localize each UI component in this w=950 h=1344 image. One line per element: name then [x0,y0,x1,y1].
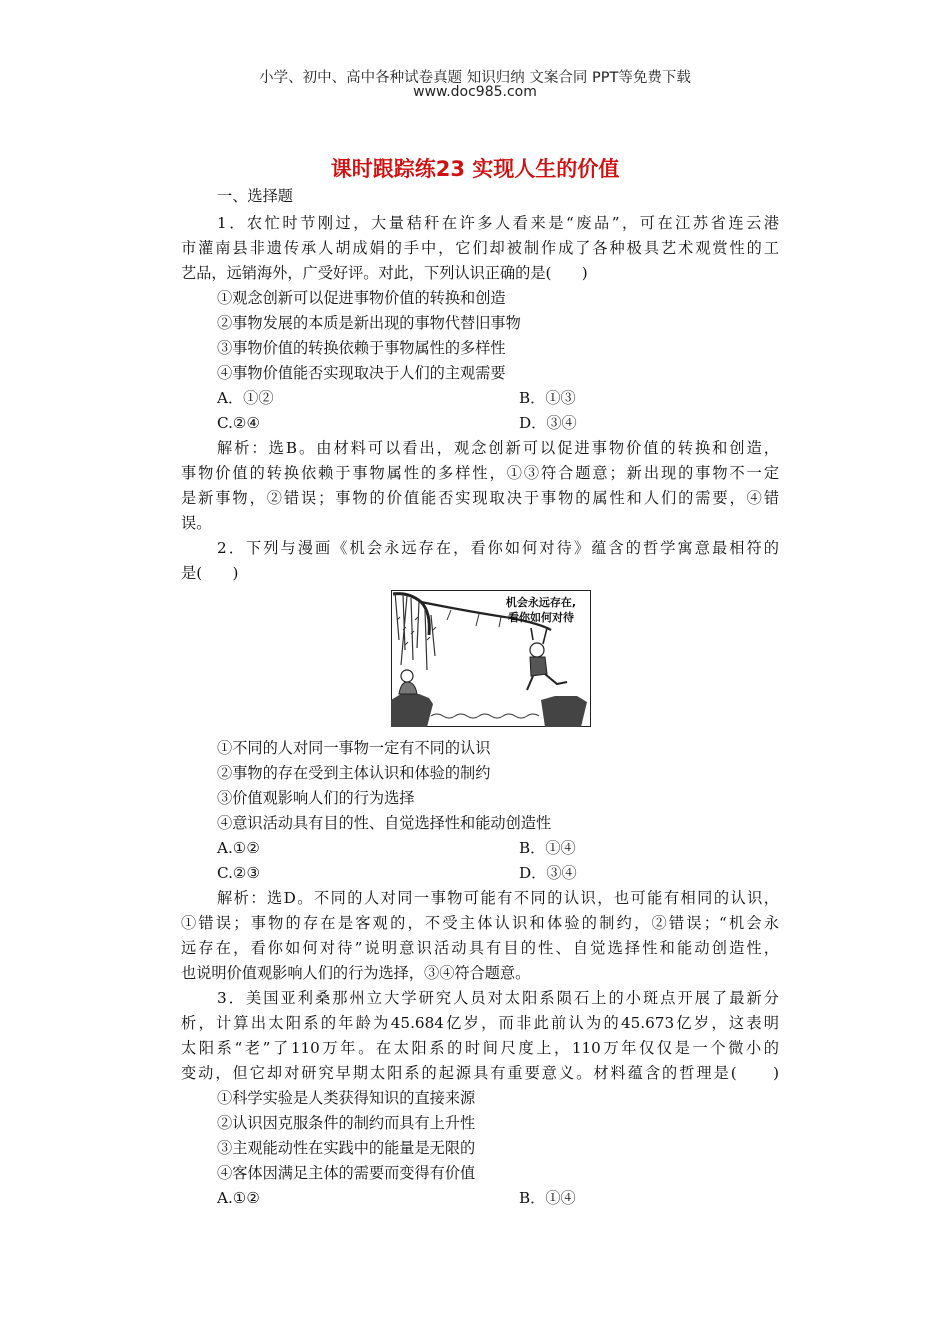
q2-option: ④意识活动具有目的性、自觉选择性和能动创造性 [217,814,552,832]
left-cliff [391,694,433,727]
site-header-url[interactable]: www.doc985.com [413,84,537,100]
q1-stem-line: 1．农忙时节刚过，大量秸秆在许多人看来是“废品”，可在江苏省连云港 [217,214,779,232]
q2-option: ③价值观影响人们的行为选择 [217,789,415,807]
q3-stem-line: 太阳系“老”了110万年。在太阳系的时间尺度上，110万年仅仅是一个微小的 [181,1039,779,1057]
q1-stem-line: 艺品，远销海外，广受好评。对此，下列认识正确的是( ) [181,264,588,282]
q2-option: ②事物的存在受到主体认识和体验的制约 [217,764,491,782]
q1-analysis-line: 解析：选B。由材料可以看出，观念创新可以促进事物价值的转换和创造， [217,439,779,457]
right-cliff [541,696,587,727]
q1-analysis-line: 事物价值的转换依赖于事物属性的多样性，①③符合题意；新出现的事物不一定 [181,464,779,482]
q3-choice-a: A.①② [217,1189,261,1207]
q2-analysis-line: 远存在，看你如何对待”说明意识活动具有目的性、自觉选择性和能动创造性， [181,939,779,957]
sitting-person-head [401,670,413,682]
q1-option: ②事物发展的本质是新出现的事物代替旧事物 [217,314,521,332]
q1-choice-a: A．①② [217,389,274,407]
q3-stem-line: 析，计算出太阳系的年龄为45.684亿岁，而非此前认为的45.673亿岁，这表明 [181,1014,779,1032]
cartoon-caption-line2: 看你如何对待 [508,611,574,624]
q3-stem-line: 3．美国亚利桑那州立大学研究人员对太阳系陨石上的小斑点开展了最新分 [217,989,779,1007]
page-title: 课时跟踪练23 实现人生的价值 [330,157,620,181]
q2-option: ①不同的人对同一事物一定有不同的认识 [217,739,491,757]
q2-analysis-line: ①错误；事物的存在是客观的，不受主体认识和体验的制约，②错误；“机会永 [181,914,779,932]
q1-analysis-line: 是新事物，②错误；事物的价值能否实现取决于事物的属性和人们的需要，④错 [181,489,779,507]
q1-choice-b: B．①③ [519,389,576,407]
q2-choice-a: A.①② [217,839,261,857]
q3-stem-line: 变动，但它却对研究早期太阳系的起源具有重要意义。材料蕴含的哲理是( ) [181,1064,779,1082]
q2-choice-b: B．①④ [519,839,576,857]
q2-analysis-line: 解析：选D。不同的人对同一事物可能有不同的认识，也可能有相同的认识， [217,889,779,907]
q3-option: ②认识因克服条件的制约而具有上升性 [217,1114,476,1132]
q2-analysis-line: 也说明价值观影响人们的行为选择，③④符合题意。 [181,964,531,982]
cartoon-caption-line1: 机会永远存在, [505,596,577,609]
q1-choice-c: C.②④ [217,414,261,432]
q2-stem-line: 2．下列与漫画《机会永远存在，看你如何对待》蕴含的哲学寓意最相符的 [217,539,779,557]
q3-choice-b: B．①④ [519,1189,576,1207]
site-header-tagline: 小学、初中、高中各种试卷真题 知识归纳 文案合同 PPT等免费下载 [259,70,691,86]
q1-stem-line: 市灌南县非遗传承人胡成娟的手中，它们却被制作成了各种极具艺术观赏性的工 [181,239,779,257]
section-heading: 一、选择题 [217,187,293,205]
q3-option: ①科学实验是人类获得知识的直接来源 [217,1089,476,1107]
q1-choice-d: D．③④ [519,414,577,432]
q2-choice-c: C.②③ [217,864,261,882]
q1-option: ④事物价值能否实现取决于人们的主观需要 [217,364,506,382]
cartoon-illustration [391,590,591,727]
q1-option: ①观念创新可以促进事物价值的转换和创造 [217,289,506,307]
q2-stem-line: 是( ) [181,564,239,582]
q2-choice-d: D．③④ [519,864,577,882]
q1-analysis-line: 误。 [181,514,212,532]
climbing-person-head [530,643,544,657]
climbing-person-body [530,657,547,676]
q3-option: ④客体因满足主体的需要而变得有价值 [217,1164,476,1182]
q3-option: ③主观能动性在实践中的能量是无限的 [217,1139,476,1157]
q1-option: ③事物价值的转换依赖于事物属性的多样性 [217,339,506,357]
